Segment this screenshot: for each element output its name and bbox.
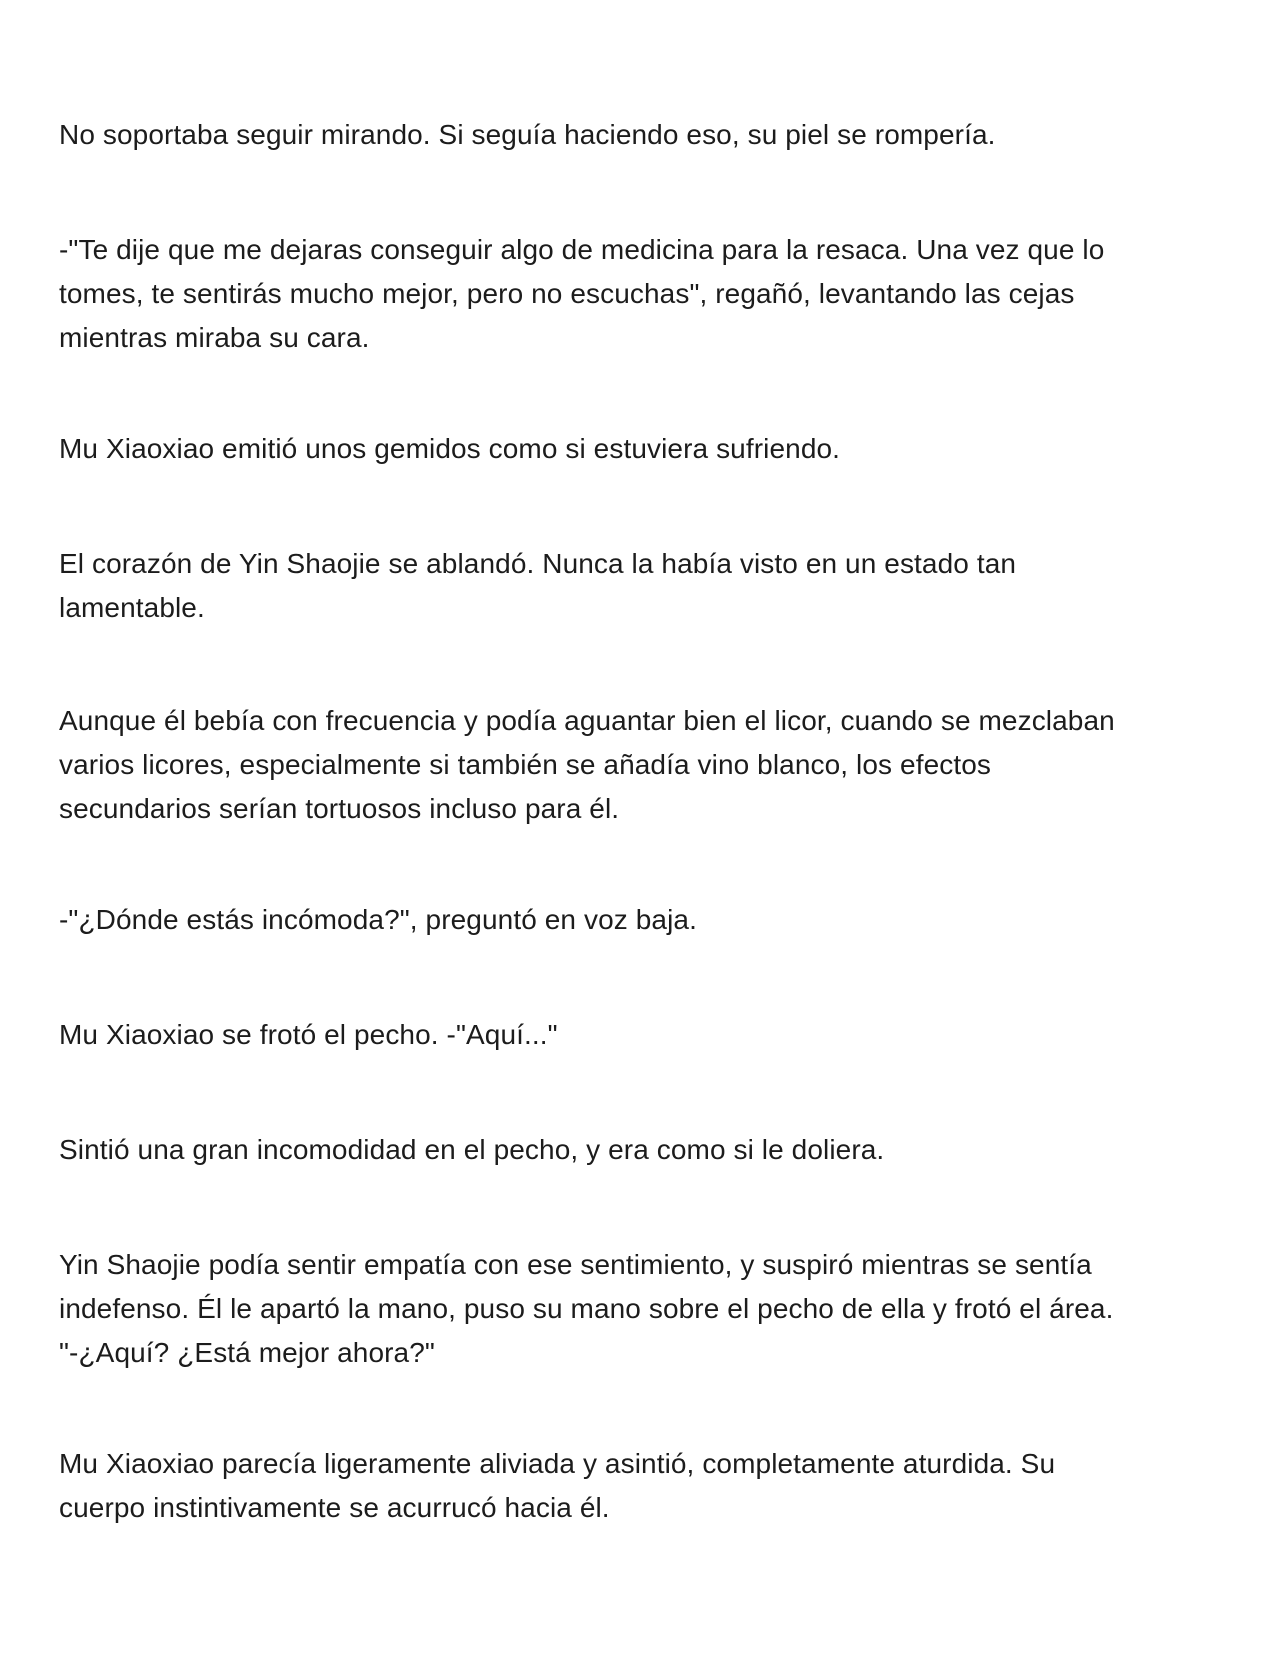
text-line: Yin Shaojie podía sentir empatía con ese sentimiento, y suspiró mientras se sentía: [59, 1249, 1092, 1280]
text-line: -"Te dije que me dejaras conseguir algo de medicina para la resaca. Una vez que lo: [59, 234, 1105, 265]
text-line: Aunque él bebía con frecuencia y podía aguantar bien el licor, cuando se mezclaban: [59, 705, 1115, 736]
paragraph: [59, 228, 1209, 360]
text-line: El corazón de Yin Shaojie se ablandó. Nunca la había visto en un estado tan: [59, 548, 1017, 579]
text-line: indefenso. Él le apartó la mano, puso su mano sobre el pecho de ella y frotó el área.: [59, 1293, 1114, 1324]
text-line: Sintió una gran incomodidad en el pecho, y era como si le doliera.: [59, 1134, 885, 1165]
text-line: "-¿Aquí? ¿Está mejor ahora?": [59, 1337, 435, 1368]
paragraph: [59, 898, 1209, 942]
paragraph: [59, 113, 1209, 157]
paragraph: [59, 699, 1209, 831]
paragraph: [59, 1442, 1209, 1530]
text-line: Mu Xiaoxiao se frotó el pecho. -"Aquí...": [59, 1019, 558, 1050]
text-line: No soportaba seguir mirando. Si seguía haciendo eso, su piel se rompería.: [59, 119, 996, 150]
paragraph: [59, 1013, 1209, 1057]
text-line: lamentable.: [59, 592, 205, 623]
paragraph: [59, 1243, 1209, 1375]
paragraph: [59, 1128, 1209, 1172]
text-line: mientras miraba su cara.: [59, 322, 370, 353]
text-line: Mu Xiaoxiao emitió unos gemidos como si estuviera sufriendo.: [59, 433, 841, 464]
text-line: varios licores, especialmente si también se añadía vino blanco, los efectos: [59, 749, 991, 780]
text-line: cuerpo instintivamente se acurrucó hacia él.: [59, 1492, 610, 1523]
text-line: tomes, te sentirás mucho mejor, pero no escuchas", regañó, levantando las cejas: [59, 278, 1075, 309]
paragraph: [59, 427, 1209, 471]
text-line: Mu Xiaoxiao parecía ligeramente aliviada y asintió, completamente aturdida. Su: [59, 1448, 1056, 1479]
text-line: secundarios serían tortuosos incluso para él.: [59, 793, 620, 824]
paragraph: [59, 542, 1209, 630]
text-line: -"¿Dónde estás incómoda?", preguntó en voz baja.: [59, 904, 697, 935]
